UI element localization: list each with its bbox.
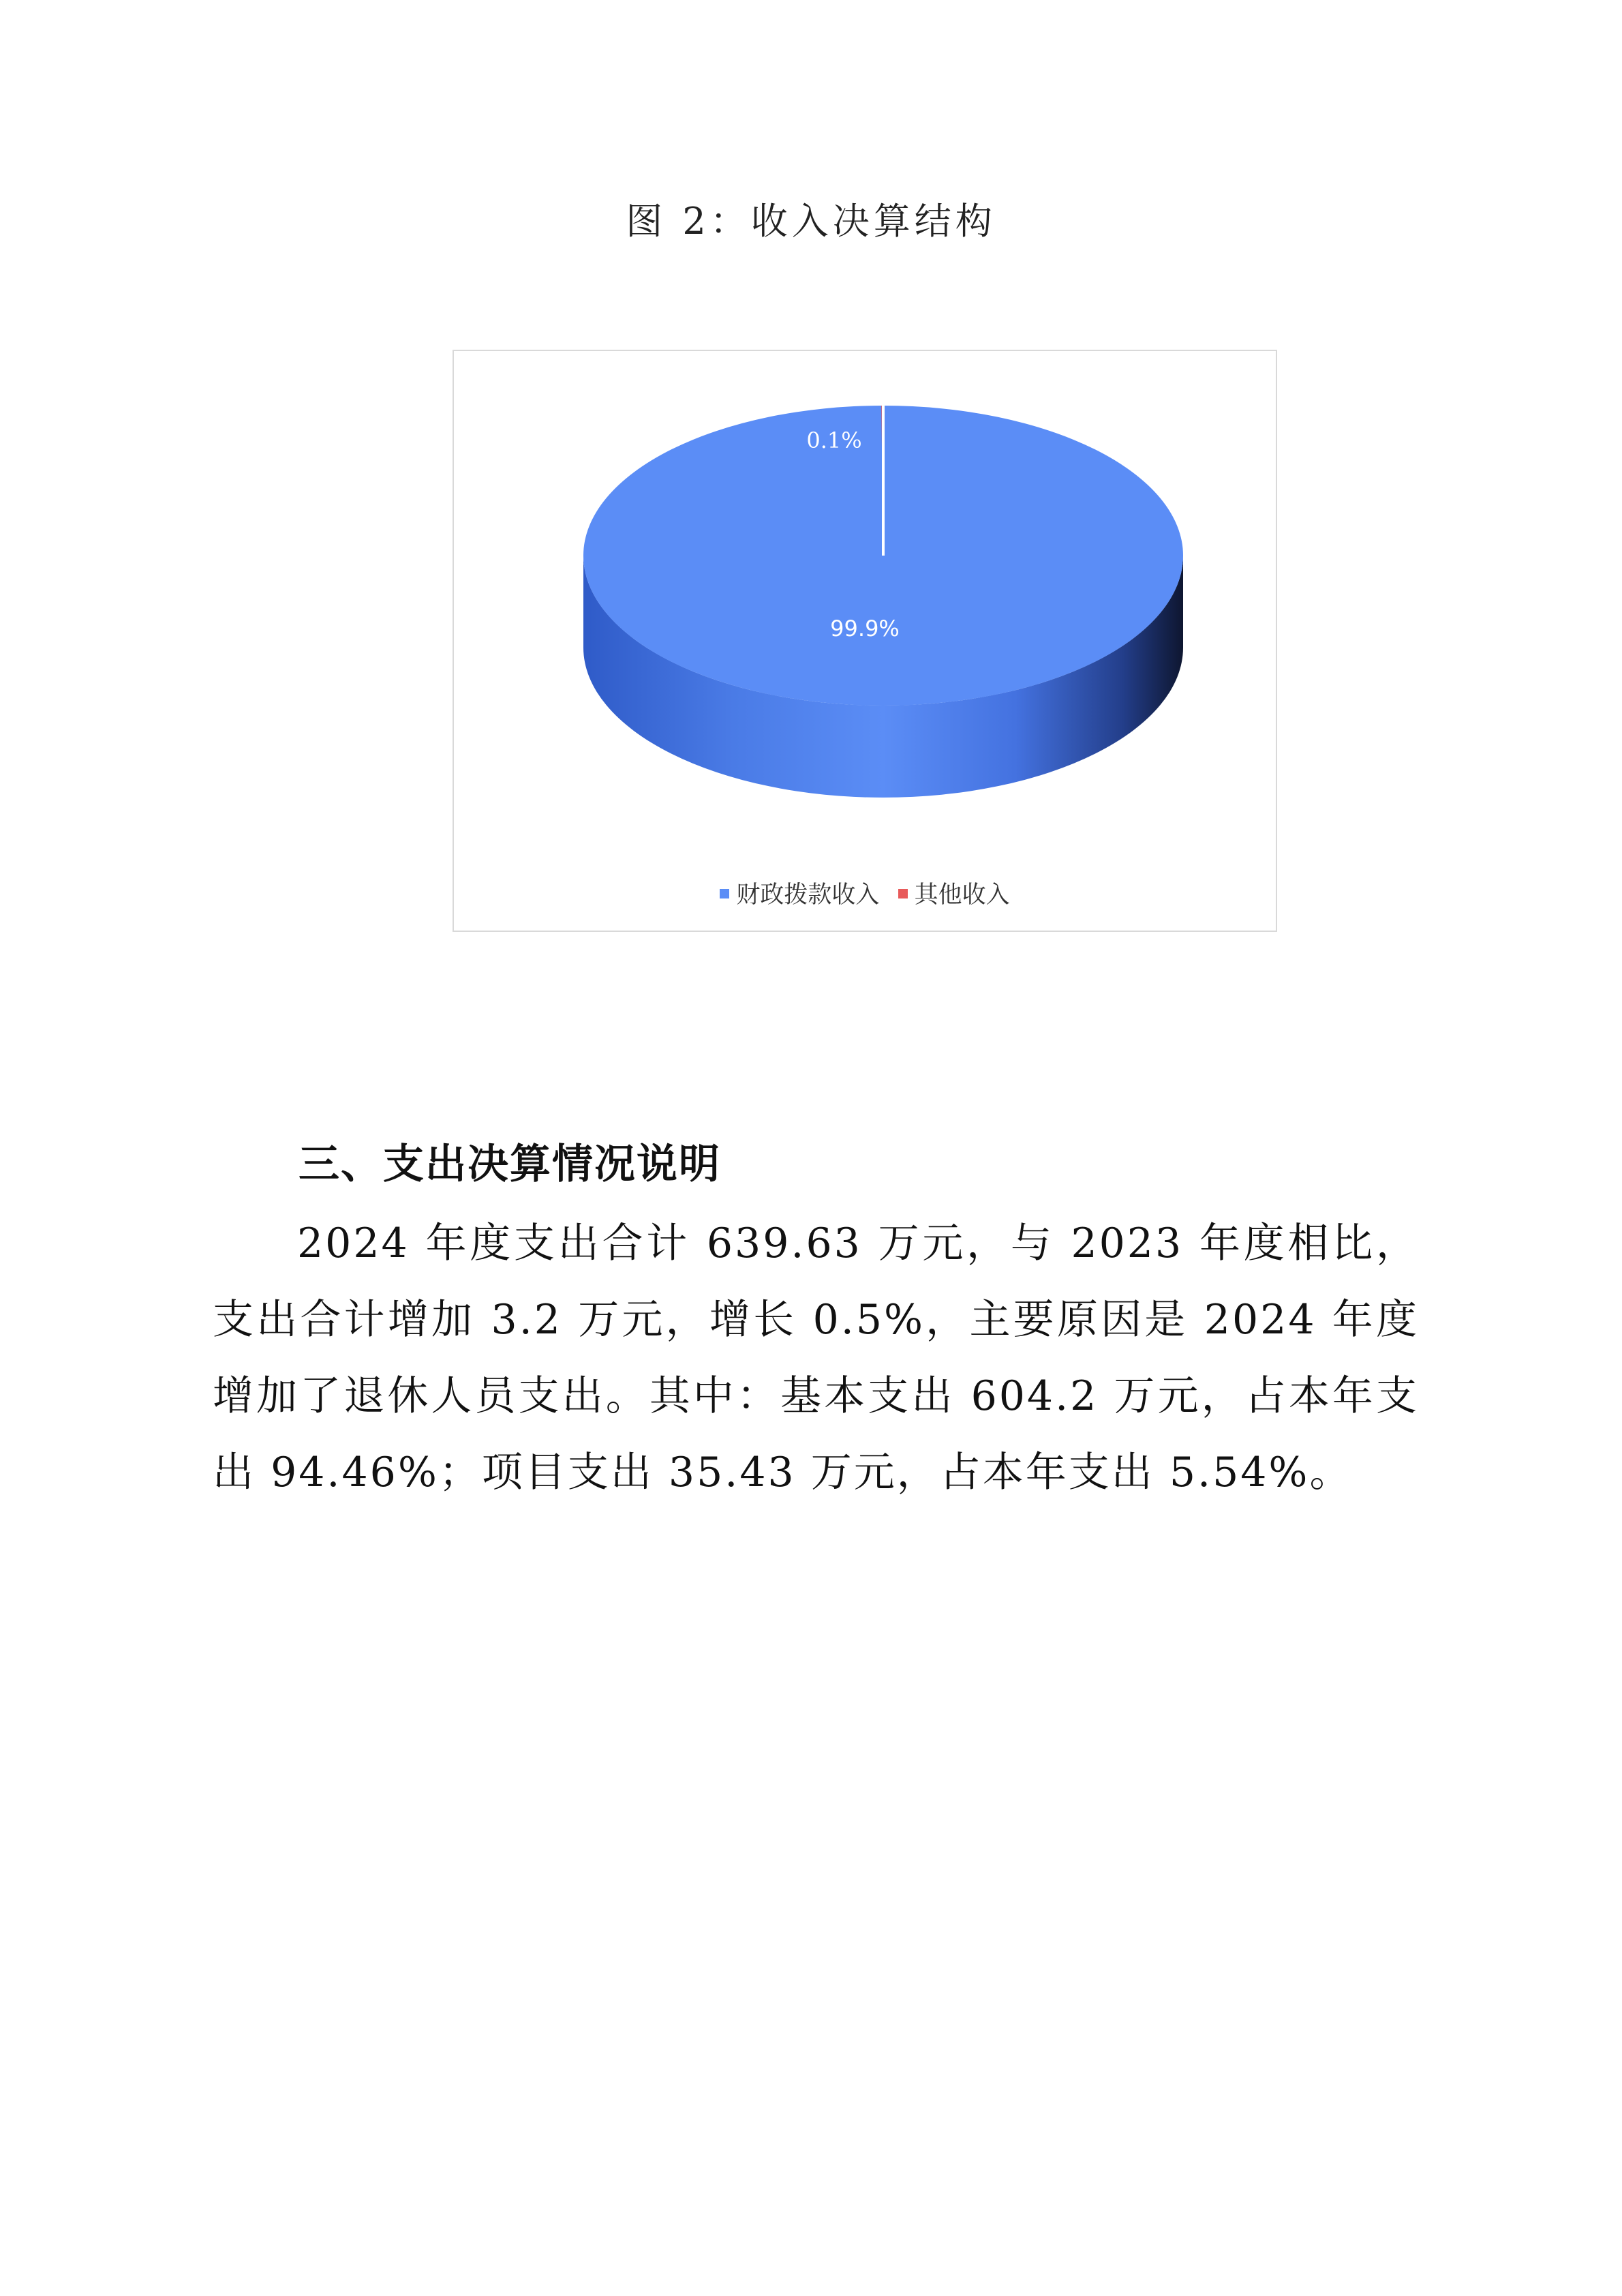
body-paragraph: 2024 年度支出合计 639.63 万元，与 2023 年度相比，支出合计增加 3.2 万元，增长 0.5%，主要原因是 2024 年度增加了退休人员支出。其中：基本支出 604.2 万元，占本年支出 94.46%；项目支出 35.43 万元，占本年支出 5.54%。 [213,1220,1419,1496]
data-label-fiscal: 99.9% [830,616,900,641]
legend-item-other [898,876,1010,910]
pie-chart [453,350,1277,932]
legend-label-fiscal: 财政拨款收入 [736,881,880,909]
figure-caption: 图 2：收入决算结构 [626,200,996,243]
legend-item-fiscal [720,876,879,910]
data-label-other: 0.1% [806,427,862,453]
pie-chart-svg [454,351,1276,931]
legend-swatch-red [898,889,908,898]
section-heading: 三、支出决算情况说明 [299,1141,721,1188]
chart-legend [454,876,1276,910]
legend-label-other: 其他收入 [914,881,1010,909]
legend-swatch-blue [720,889,729,898]
